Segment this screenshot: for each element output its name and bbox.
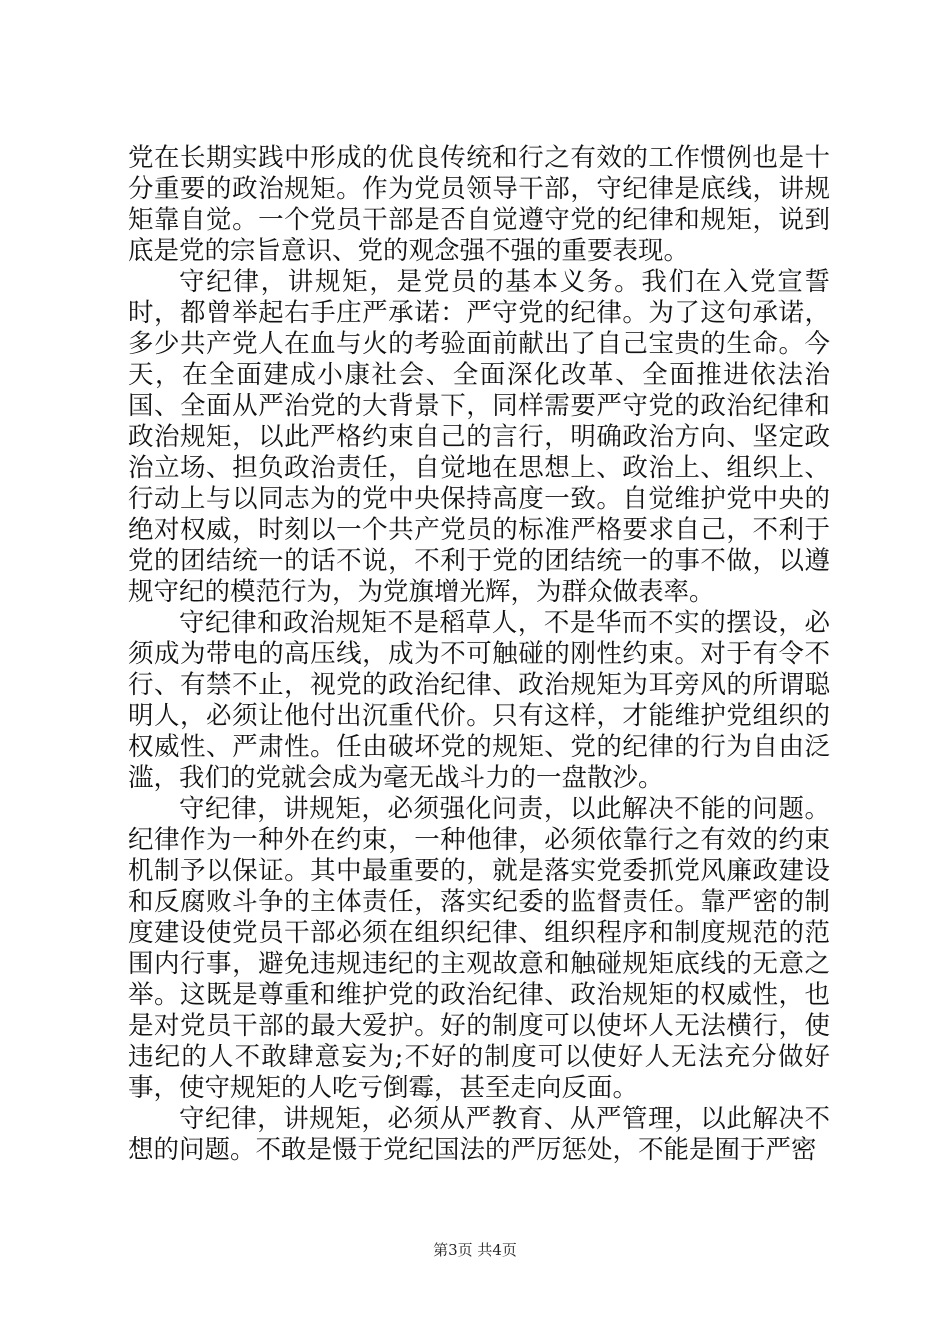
page-footer: 第3页 共4页 [433,1241,517,1259]
paragraph-2: 守纪律，讲规矩，是党员的基本义务。我们在入党宣誓时，都曾举起右手庄严承诺：严守党的纪律。为了这句承诺，多少共产党人在血与火的考验面前献出了自己宝贵的生命。今天，在全面建成小康社会、全面深化改革、全面推进依法治国、全面从严治党的大背景下，同样需要严守党的政治纪律和政治规矩，以此严格约束自己的言行，明确政治方向、坚定政治立场、担负政治责任，自觉地在思想上、政治上、组织上、行动上与以同志为的党中央保持高度一致。自觉维护党中央的绝对权威，时刻以一个共产党员的标准严格要求自己，不利于党的团结统一的话不说，不利于党的团结统一的事不做，以遵规守纪的模范行为，为党旗增光辉，为群众做表率。 [128,267,830,607]
paragraph-5: 守纪律，讲规矩，必须从严教育、从严管理，以此解决不想的问题。不敢是慑于党纪国法的严厉惩处，不能是囿于严密 [128,1104,830,1165]
paragraph-3: 守纪律和政治规矩不是稻草人，不是华而不实的摆设，必须成为带电的高压线，成为不可触碰的刚性约束。对于有令不行、有禁不止，视党的政治纪律、政治规矩为耳旁风的所谓聪明人，必须让他付出沉重代价。只有这样，才能维护党组织的权威性、严肃性。任由破坏党的规矩、党的纪律的行为自由泛滥，我们的党就会成为毫无战斗力的一盘散沙。 [128,608,830,793]
paragraph-4: 守纪律，讲规矩，必须强化问责，以此解决不能的问题。纪律作为一种外在约束，一种他律，必须依靠行之有效的约束机制予以保证。其中最重要的，就是落实党委抓党风廉政建设和反腐败斗争的主体责任，落实纪委的监督责任。靠严密的制度建设使党员干部必须在组织纪律、组织程序和制度规范的范围内行事，避免违规违纪的主观故意和触碰规矩底线的无意之举。这既是尊重和维护党的政治纪律、政治规矩的权威性，也是对党员干部的最大爱护。好的制度可以使坏人无法横行，使违纪的人不敢肆意妄为;不好的制度可以使好人无法充分做好事，使守规矩的人吃亏倒霉，甚至走向反面。 [128,794,830,1103]
document-body [128,143,830,1166]
paragraph-1: 党在长期实践中形成的优良传统和行之有效的工作惯例也是十分重要的政治规矩。作为党员领导干部，守纪律是底线，讲规矩靠自觉。一个党员干部是否自觉遵守党的纪律和规矩，说到底是党的宗旨意识、党的观念强不强的重要表现。 [128,143,830,266]
